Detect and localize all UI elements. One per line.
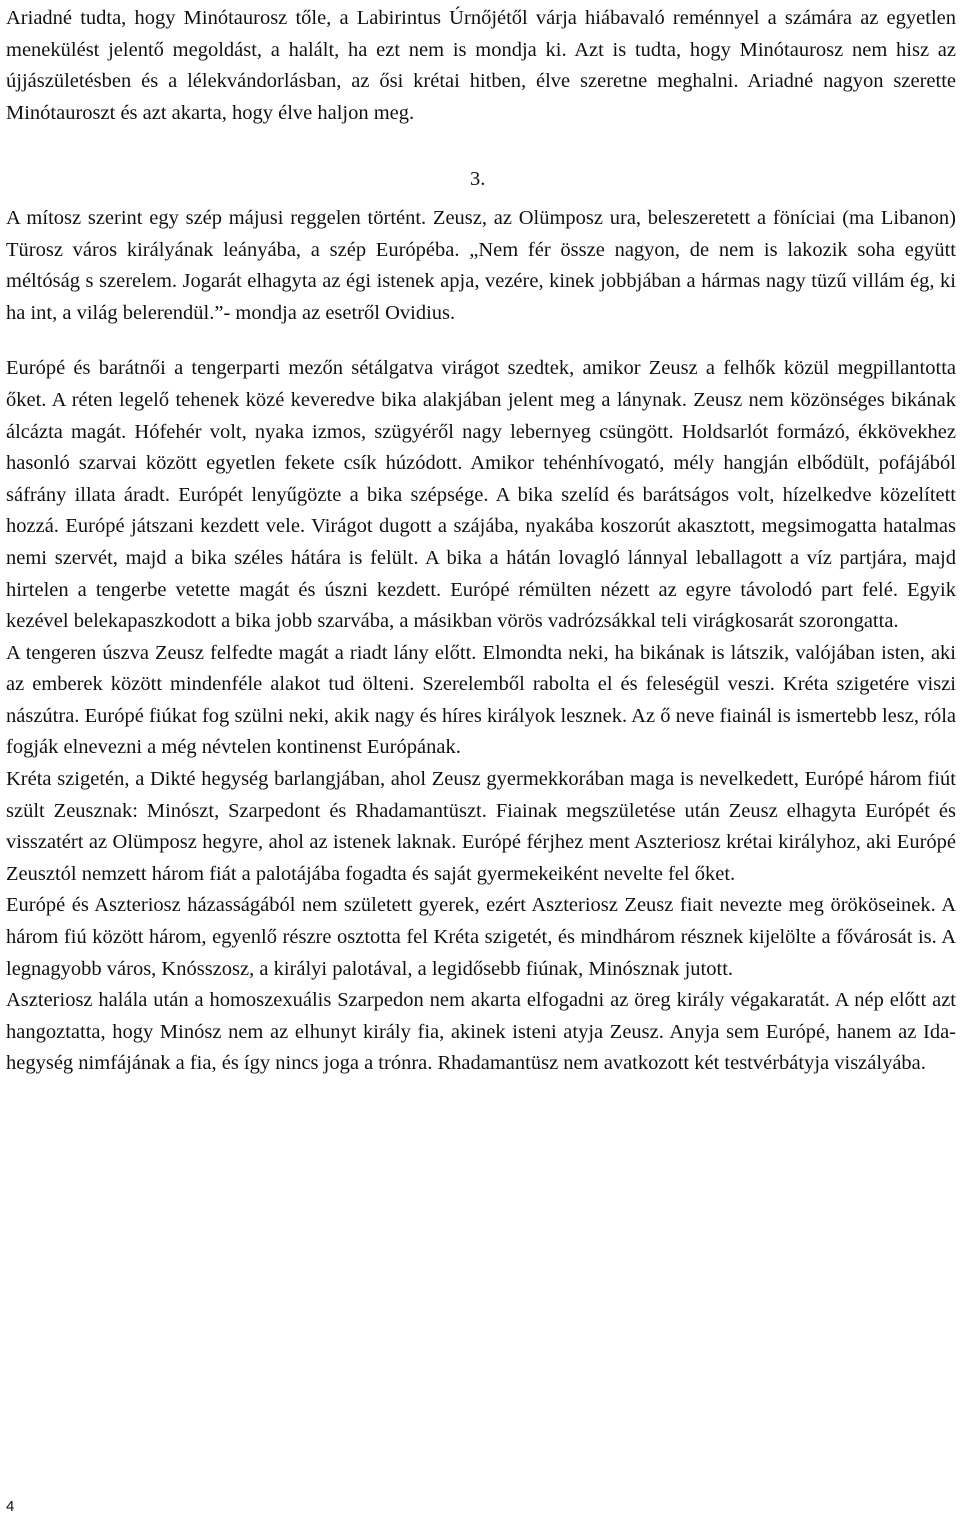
document-page	[6, 0, 956, 1080]
paragraph-europe-bull: Európé és barátnői a tengerparti mezőn sétálgatva virágot szedtek, amikor Zeusz a felhők közül megpillantotta őket. A réten legelő tehenek közé keveredve bika alakjában jelent meg a lánynak. Zeusz nem közönséges bikának álcázta magát. Hófehér volt, nyaka izmos, szügyéről nagy lebernyeg csüngött. Holdsarlót formázó, ékkövekhez hasonló szarvai között egyetlen fekete csík húzódott. Amikor tehénhívogató, mély hangján elbődült, pofájából sáfrány illata áradt. Európét lenyűgözte a bika szépsége. A bika szelíd és barátságos volt, hízelkedve közelített hozzá. Európé játszani kezdett vele. Virágot dugott a szájába, nyakába koszorút akasztott, megsimogatta hatalmas nemi szervét, majd a bika széles hátára is felült. A bika a hátán lovagló lánnyal leballagott a víz partjára, majd hirtelen a tengerbe vetette magát és úszni kezdett. Európé rémülten nézett az egyre távolodó part felé. Egyik kezével belekapaszkodott a bika jobb szarvába, a másikban vörös vadrózsákkal teli virágkosarát szorongatta.	[6, 357, 956, 633]
paragraph-asterios-heirs: Európé és Aszteriosz házasságából nem született gyerek, ezért Aszteriosz Zeusz fiait nevezte meg örököseinek. A három fiú között három, egyenlő részre osztotta fel Kréta szigetét, és mindhárom résznek kijelölte a fővárosát is. A legnagyobb város, Knósszosz, a királyi palotával, a legidősebb fiúnak, Minósznak jutott.	[6, 894, 956, 980]
paragraph-ariadne: Ariadné tudta, hogy Minótaurosz tőle, a Labirintus Úrnőjétől várja hiábavaló reménnyel a számára az egyetlen menekülést jelentő megoldást, a halált, ha ezt nem is mondja ki. Azt is tudta, hogy Minótaurosz nem hisz az újjászületésben és a lélekvándorlásban, az ősi krétai hitben, élve szeretne meghalni. Ariadné nagyon szerette Minótauroszt és azt akarta, hogy élve haljon meg.	[6, 7, 956, 124]
paragraph-sarpedon-dispute: Aszteriosz halála után a homoszexuális Szarpedon nem akarta elfogadni az öreg király végakaratát. A nép előtt azt hangoztatta, hogy Minósz nem az elhunyt király fia, akinek isteni atyja Zeusz. Anyja sem Európé, hanem az Ida-hegység nimfájának a fia, és így nincs joga a trónra. Rhadamantüsz nem avatkozott két testvérbátyja viszályába.	[6, 989, 956, 1075]
page-number: 4	[6, 1498, 15, 1515]
paragraph-crete-sons: Kréta szigetén, a Dikté hegység barlangjában, ahol Zeusz gyermekkorában maga is nevelkedett, Európé három fiút szült Zeusznak: Minószt, Szarpedont és Rhadamantüszt. Fiainak megszületése után Zeusz elhagyta Európét és visszatért az Olümposz hegyre, ahol az istenek laknak. Európé férjhez ment Aszteriosz krétai királyhoz, aki Európé Zeusztól nemzett három fiát a palotájába fogadta és saját gyermekeiként nevelte fel őket.	[6, 768, 956, 885]
paragraph-myth-intro: A mítosz szerint egy szép májusi reggelen történt. Zeusz, az Olümposz ura, beleszeretett a föníciai (ma Libanon) Türosz város királyának leányába, a szép Európéba. „Nem fér össze nagyon, de nem is lakozik soha együtt méltóság s szerelem. Jogarát elhagyta az égi istenek apja, vezére, kinek jobbjában a hármas nagy tüzű villám ég, ki ha int, a világ belerendül.”- mondja az esetről Ovidius.	[6, 206, 956, 324]
paragraph-zeus-reveal: A tengeren úszva Zeusz felfedte magát a riadt lány előtt. Elmondta neki, ha bikának is látszik, valójában isten, aki az emberek között mindenféle alakot tud ölteni. Szerelemből rabolta el és feleségül veszi. Kréta szigetére viszi nászútra. Európé fiúkat fog szülni neki, akik nagy és híres királyok lesznek. Az ő neve fiainál is ismertebb lesz, róla fogják elnevezni a még névtelen kontinenst Európának.	[6, 641, 956, 759]
section-heading: 3.	[470, 168, 486, 191]
